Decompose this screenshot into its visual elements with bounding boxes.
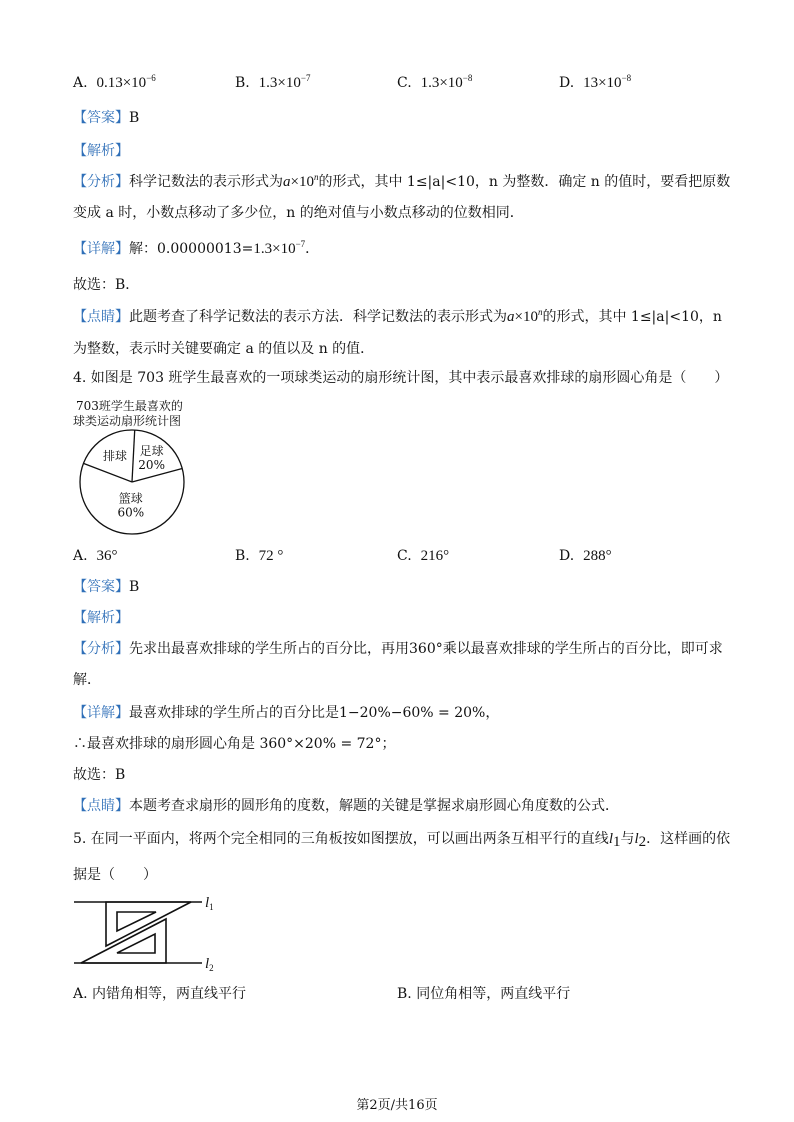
q3-fenxi-line1: 【分析】科学记数法的表示形式为$a\times 10^n$的形式，其中 1≤|a|<10，n 为整数．确定 n 的值时，要看把原数 bbox=[73, 172, 731, 190]
q4-stem: 4. 如图是 703 班学生最喜欢的一项球类运动的扇形统计图，其中表示最喜欢排球的扇形圆心角是（ ） bbox=[73, 370, 729, 386]
q4-option-c: C. 216° bbox=[397, 548, 450, 564]
q3-option-a: A. $0.13\times 10^{-6}$ bbox=[73, 73, 156, 91]
q5-option-b: B. 同位角相等，两直线平行 bbox=[397, 986, 571, 1002]
upper-triangle-inner bbox=[117, 912, 156, 931]
pie-label-1: 篮球 bbox=[118, 491, 143, 506]
page-footer: 第2页/共16页 bbox=[356, 1098, 438, 1113]
q4-dianjing: 【点睛】本题考查求扇形的圆形角的度数，解题的关键是掌握求扇形圆心角度数的公式． bbox=[73, 798, 619, 814]
pie-value-0: 20% bbox=[138, 457, 165, 472]
label-l1: $l_1$ bbox=[205, 895, 214, 912]
pie-label-2: 排球 bbox=[102, 448, 128, 463]
q3-option-d: D. $13\times 10^{-8}$ bbox=[559, 73, 632, 91]
q3-xiangjie: 【详解】解：$0.00000013=1.3\times 10^{-7}$． bbox=[73, 239, 320, 257]
q5-stem-line2: 据是（ ） bbox=[73, 867, 157, 883]
q5-stem-line1: 5. 在同一平面内，将两个完全相同的三角板按如图摆放，可以画出两条互相平行的直线$l_1$与$l_2$．这样画的依 bbox=[73, 831, 731, 850]
q5-option-a: A. 内错角相等，两直线平行 bbox=[73, 986, 247, 1002]
q4-option-d: D. 288° bbox=[559, 548, 612, 564]
label-l2: $l_2$ bbox=[205, 956, 214, 973]
q3-jiexi-tag: 【解析】 bbox=[73, 143, 129, 159]
q4-fenxi-line1: 【分析】先求出最喜欢排球的学生所占的百分比，再用360°乘以最喜欢排球的学生所占的百分比，即可求 bbox=[73, 641, 723, 657]
q4-jiexi-tag: 【解析】 bbox=[73, 610, 129, 626]
pie-label-0: 足球 bbox=[139, 443, 164, 458]
q3-option-b: B. $1.3\times 10^{-7}$ bbox=[235, 73, 311, 91]
q3-guxuan: 故选：B． bbox=[73, 277, 140, 293]
q4-guxuan: 故选：B bbox=[73, 767, 126, 783]
q3-dianjing-line1: 【点睛】此题考查了科学记数法的表示方法．科学记数法的表示形式为$a\times 10^n$的形式，其中 1≤|a|<10，n bbox=[73, 307, 722, 325]
lower-triangle-outer bbox=[81, 919, 166, 963]
q3-answer: 【答案】B bbox=[73, 110, 140, 126]
q4-xiangjie-line2: ∴最喜欢排球的扇形圆心角是 360°×20% = 72°； bbox=[73, 736, 396, 752]
q3-dianjing-line2: 为整数，表示时关键要确定 a 的值以及 n 的值． bbox=[73, 341, 375, 357]
chart-title-line1: 703班学生最喜欢的 bbox=[76, 399, 183, 413]
q4-answer: 【答案】B bbox=[73, 579, 140, 595]
chart-title-line2: 球类运动扇形统计图 bbox=[73, 414, 182, 428]
pie-value-1: 60% bbox=[117, 505, 145, 520]
upper-triangle-outer bbox=[106, 902, 191, 946]
q4-fenxi-line2: 解． bbox=[73, 672, 101, 688]
q3-option-c: C. $1.3\times 10^{-8}$ bbox=[397, 73, 473, 91]
q4-option-b: B. 72 ° bbox=[235, 548, 284, 564]
q4-xiangjie-line1: 【详解】最喜欢排球的学生所占的百分比是1−20%−60% = 20%， bbox=[73, 705, 500, 721]
q4-option-a: A. 36° bbox=[73, 548, 118, 564]
q3-fenxi-line2: 变成 a 时，小数点移动了多少位，n 的绝对值与小数点移动的位数相同． bbox=[73, 205, 524, 221]
